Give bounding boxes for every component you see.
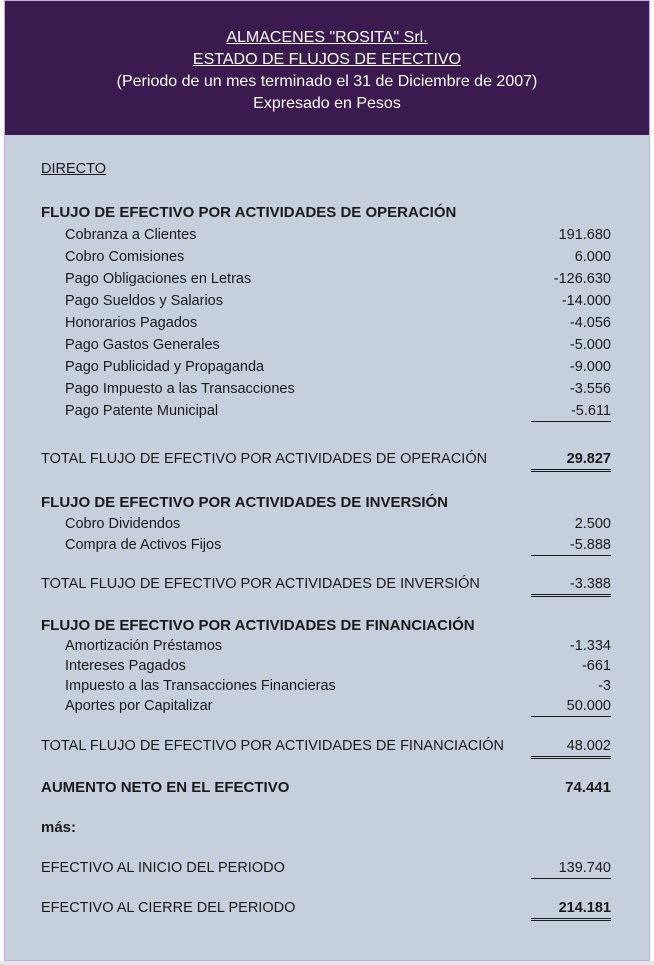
line-item: Pago Publicidad y Propaganda -9.000 xyxy=(65,359,611,375)
section-heading-financiacion: FLUJO DE EFECTIVO POR ACTIVIDADES DE FINANCIACIÓN xyxy=(41,617,475,634)
efectivo-inicio: EFECTIVO AL INICIO DEL PERIODO 139.740 xyxy=(5,858,649,878)
method-label: DIRECTO xyxy=(41,161,106,177)
line-item: Intereses Pagados -661 xyxy=(65,658,611,674)
total-inversion: TOTAL FLUJO DE EFECTIVO POR ACTIVIDADES DE INVERSIÓN -3.388 xyxy=(5,574,649,594)
section-heading-operacion: FLUJO DE EFECTIVO POR ACTIVIDADES DE OPERACIÓN xyxy=(41,204,457,221)
line-item: Pago Obligaciones en Letras -126.630 xyxy=(65,271,611,287)
line-item: Compra de Activos Fijos -5.888 xyxy=(5,535,649,555)
total-financiacion: TOTAL FLUJO DE EFECTIVO POR ACTIVIDADES DE FINANCIACIÓN 48.002 xyxy=(5,736,649,756)
statement-currency: Expresado en Pesos xyxy=(253,95,401,112)
line-item: Pago Sueldos y Salarios -14.000 xyxy=(65,293,611,309)
section-heading-inversion: FLUJO DE EFECTIVO POR ACTIVIDADES DE INVERSIÓN xyxy=(41,494,448,511)
spreadsheet-grid-strip xyxy=(0,961,654,965)
line-item: Honorarios Pagados -4.056 xyxy=(65,315,611,331)
statement-sheet xyxy=(4,0,650,961)
company-name: ALMACENES "ROSITA" Srl. xyxy=(226,29,428,46)
line-item: Pago Patente Municipal -5.611 xyxy=(5,401,649,421)
line-item: Cobranza a Clientes 191.680 xyxy=(65,227,611,243)
line-item: Amortización Préstamos -1.334 xyxy=(65,638,611,654)
efectivo-cierre: EFECTIVO AL CIERRE DEL PERIODO 214.181 xyxy=(5,898,649,918)
aumento-neto: AUMENTO NETO EN EL EFECTIVO 74.441 xyxy=(41,779,611,796)
line-item: Impuesto a las Transacciones Financieras -3 xyxy=(65,678,611,694)
statement-title: ESTADO DE FLUJOS DE EFECTIVO xyxy=(192,51,462,68)
line-item: Pago Gastos Generales -5.000 xyxy=(65,337,611,353)
statement-period: (Periodo de un mes terminado el 31 de Diciembre de 2007) xyxy=(116,73,538,90)
line-item: Cobro Dividendos 2.500 xyxy=(65,516,611,532)
line-item: Pago Impuesto a las Transacciones -3.556 xyxy=(65,381,611,397)
mas-label: más: xyxy=(41,819,77,836)
line-item: Aportes por Capitalizar 50.000 xyxy=(5,696,649,716)
statement-body xyxy=(5,1,649,960)
total-operacion: TOTAL FLUJO DE EFECTIVO POR ACTIVIDADES DE OPERACIÓN 29.827 xyxy=(5,449,649,469)
line-item: Cobro Comisiones 6.000 xyxy=(65,249,611,265)
